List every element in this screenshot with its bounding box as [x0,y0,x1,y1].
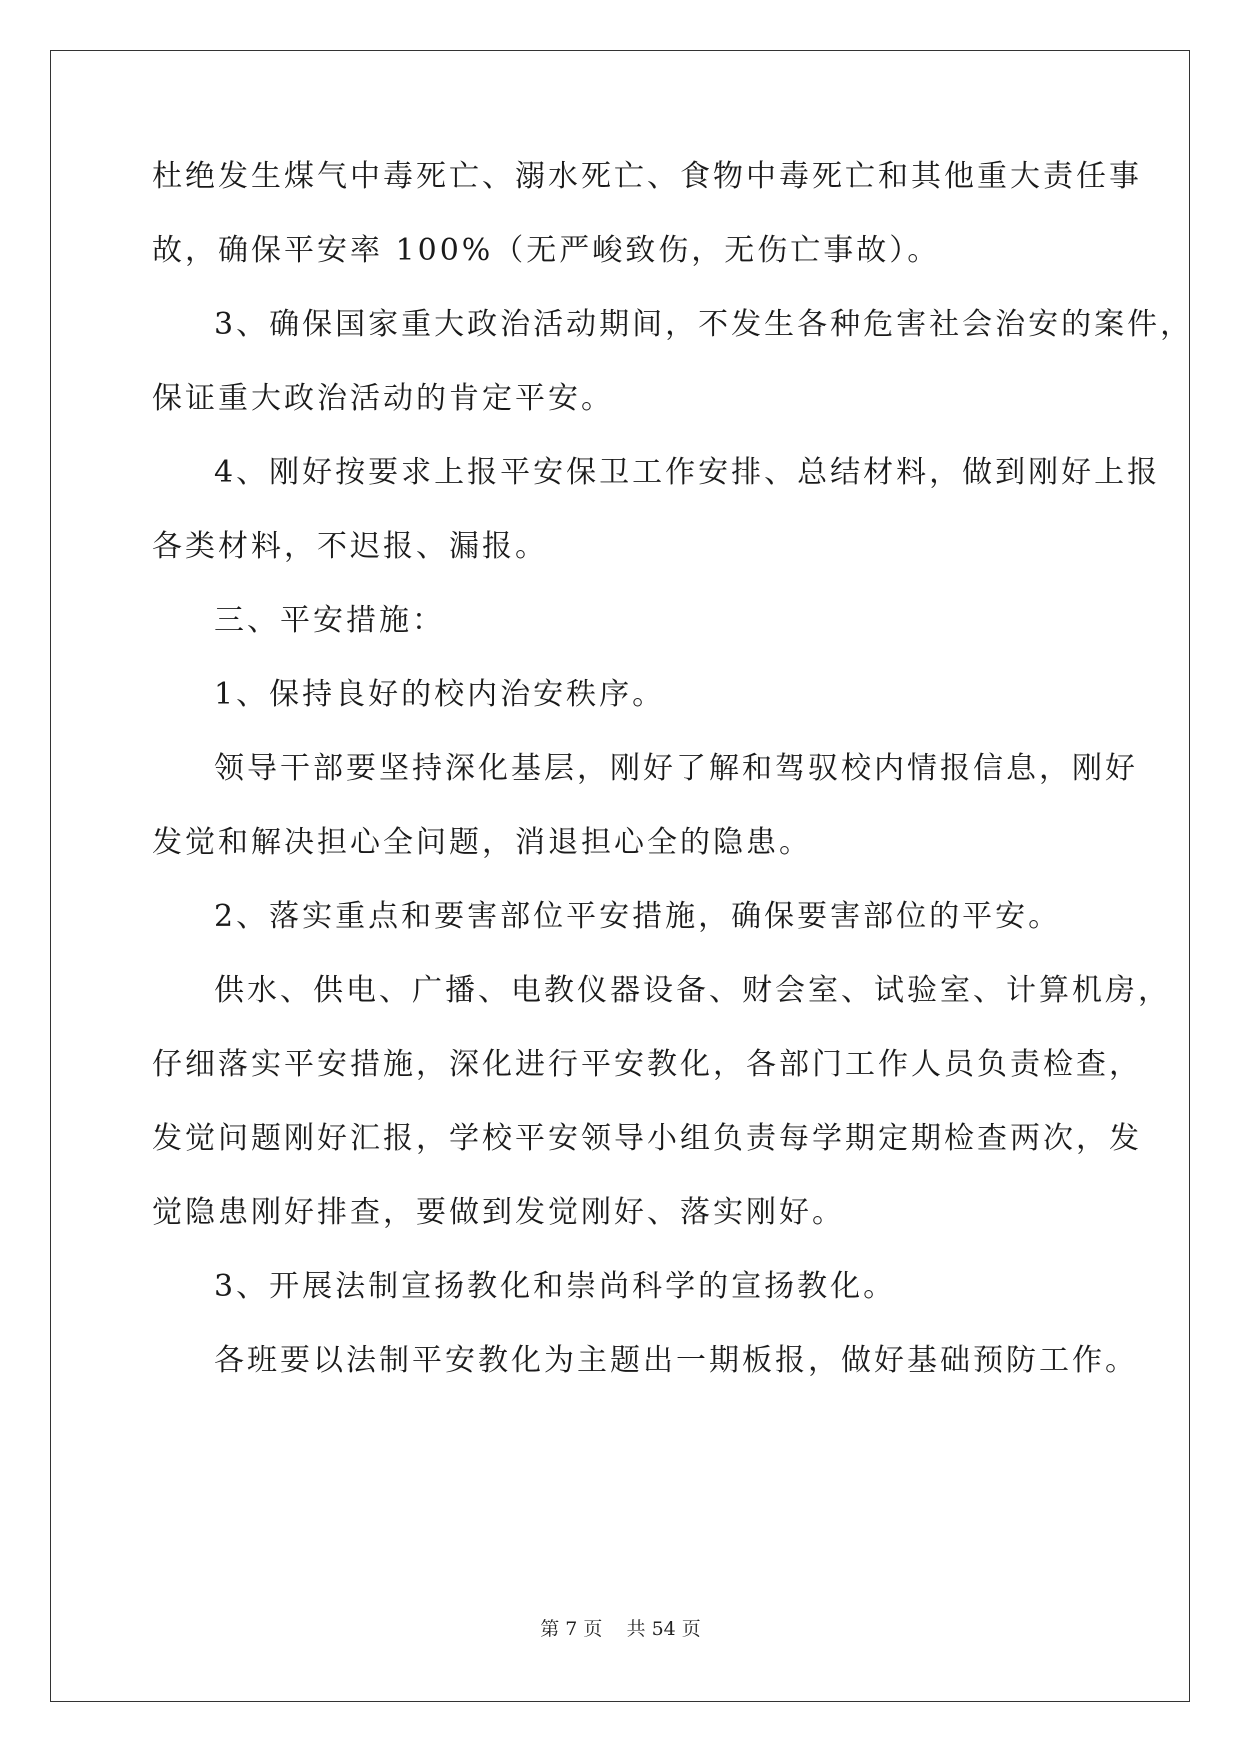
page-number: 第 7 页 共 54 页 [540,1618,701,1640]
text-line: 发觉和解决担心全问题，消退担心全的隐患。 [152,825,812,860]
text-line: 3、开展法制宣扬教化和崇尚科学的宣扬教化。 [214,1269,897,1304]
text-line: 各班要以法制平安教化为主题出一期板报，做好基础预防工作。 [214,1343,1138,1378]
text-line: 各类材料，不迟报、漏报。 [152,529,548,564]
document-body [152,158,1194,1379]
text-line: 4、刚好按要求上报平安保卫工作安排、总结材料，做到刚好上报 [214,455,1161,490]
text-line: 故，确保平安率 100%（无严峻致伤，无伤亡事故）。 [152,233,941,268]
section-heading: 三、平安措施： [214,603,445,638]
text-line: 供水、供电、广播、电教仪器设备、财会室、试验室、计算机房， [214,973,1171,1008]
text-line: 2、落实重点和要害部位平安措施，确保要害部位的平安。 [214,899,1062,934]
page-footer [0,1617,1241,1641]
text-line: 1、保持良好的校内治安秩序。 [214,677,666,712]
text-line: 觉隐患刚好排查，要做到发觉刚好、落实刚好。 [152,1195,845,1230]
text-line: 杜绝发生煤气中毒死亡、溺水死亡、食物中毒死亡和其他重大责任事 [152,159,1142,194]
text-line: 保证重大政治活动的肯定平安。 [152,381,614,416]
text-line: 发觉问题刚好汇报，学校平安领导小组负责每学期定期检查两次，发 [152,1121,1142,1156]
text-line: 仔细落实平安措施，深化进行平安教化，各部门工作人员负责检查， [152,1047,1142,1082]
text-line: 3、确保国家重大政治活动期间，不发生各种危害社会治安的案件， [214,307,1194,342]
text-line: 领导干部要坚持深化基层，刚好了解和驾驭校内情报信息，刚好 [214,751,1138,786]
